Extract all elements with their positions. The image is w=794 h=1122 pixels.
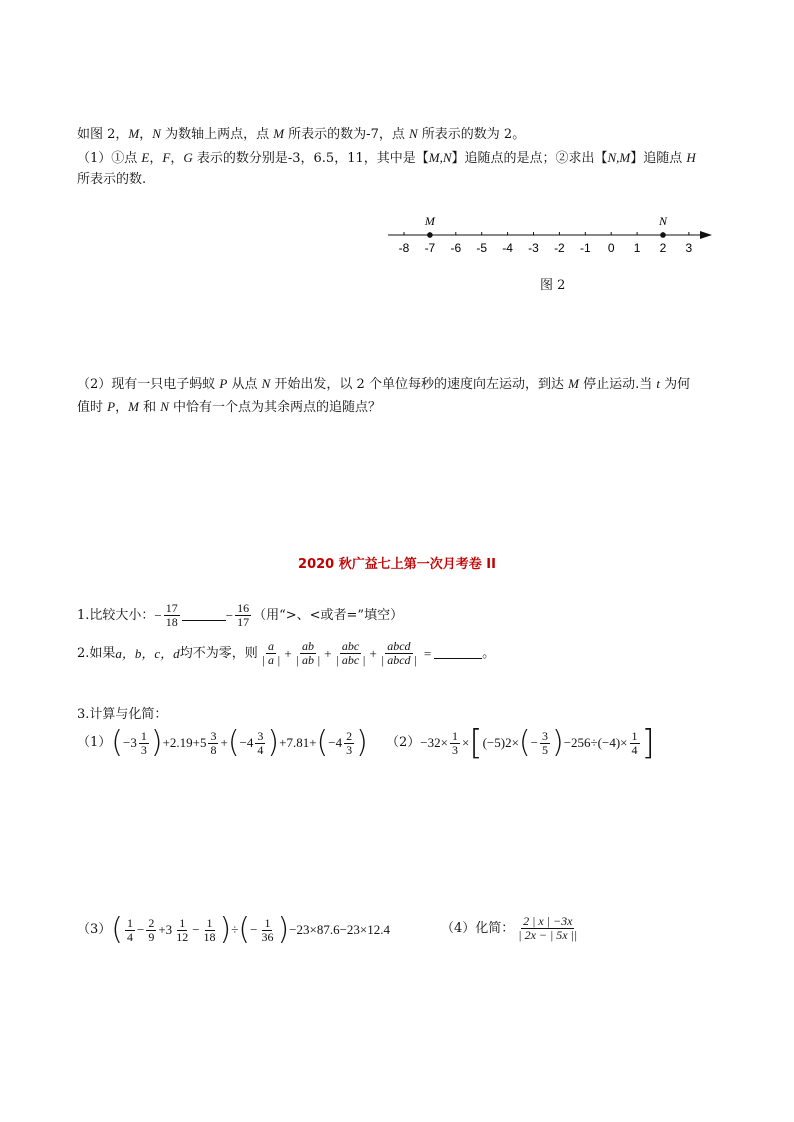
tick-label-group [399,241,693,255]
numerator: abc [341,639,360,653]
minus-sign: − [530,735,538,750]
fraction-ab [294,640,323,667]
fraction [540,730,550,757]
right-paren: ) [356,725,368,760]
text: 如图 2， [77,127,129,142]
denominator: 3 [346,742,353,757]
minus-sign: − [225,607,234,623]
tick-label: -7 [424,241,436,255]
divide-sign: ÷ [231,922,239,937]
text: 中恰有一个点为其余两点的追随点？ [168,400,382,415]
left-paren: ( [316,725,329,760]
denominator: 18 [165,615,178,629]
text: 】追随点的是点；②求出【 [451,151,608,166]
right-paren: ) [267,725,280,760]
plus-sign: + [324,645,332,661]
denominator: 3 [451,742,458,757]
fraction [259,917,275,944]
term: −3 [420,735,435,750]
question-2-line-2 [77,397,381,418]
tick-label: -1 [579,241,591,255]
minus-sign: − [250,922,258,937]
right-paren: ) [551,725,564,760]
fraction [255,730,265,757]
plus-sign: + [284,645,292,661]
problem-3-heading: 3.计算与化简： [77,707,168,722]
point-M-label: M [424,214,435,228]
text: 值时 [77,400,108,415]
pair-NM: N,M [607,150,631,165]
problem-1 [77,602,403,629]
text: ， [139,127,153,142]
numerator: a [268,639,274,653]
fraction [174,917,190,944]
numerator: 2 [346,728,353,743]
fraction [208,730,218,757]
var-N: N [261,376,271,391]
denominator: 5 [541,742,548,757]
text: 和 [138,400,161,415]
text: 开始出发，以 2 个单位每秒的速度向左运动，到达 [270,377,569,392]
denominator: 3 [140,742,147,757]
numerator: 1 [264,915,271,930]
numerator: 2 [148,915,155,930]
var-G: G [183,150,193,165]
answer-blank[interactable] [434,648,482,659]
text: 表示的数分别是-3，6.5，11，其中是【 [192,151,429,166]
exponent: 2 [505,735,512,750]
plus-sign: + [220,735,228,750]
tick-label: -2 [554,241,565,255]
text: 。 [482,645,496,661]
expression-1 [77,725,368,760]
denominator: | a | [261,653,281,667]
numerator: 1 [179,915,186,930]
terms: +7.81+ [279,735,317,750]
label: （1） [77,735,112,750]
denominator: 18 [203,929,216,944]
equals-sign: = [423,645,432,661]
right-paren: ) [219,912,232,947]
text: ， [115,400,129,415]
figure-caption: 图 2 [540,278,566,293]
tick-label: 2 [659,241,667,255]
number-line [380,208,720,268]
question-2-line-1 [77,374,690,395]
fraction [344,730,354,757]
var-M: M [568,376,579,391]
text: 】追随点 [630,151,687,166]
text: ， [170,151,184,166]
numerator: 3 [257,728,264,743]
denominator: | ab | [295,653,321,667]
variables: a，b，c，d [115,645,180,661]
var-P: P [107,399,116,414]
exponent: 2 [434,735,441,750]
denominator: | abcd | [380,653,417,667]
label: （3） [77,922,112,937]
tick-label: -3 [528,241,539,255]
fraction-a [260,640,283,667]
tick-label: 0 [607,241,615,255]
var-N: N [408,126,418,141]
minus-sign: − [192,922,200,937]
numerator: 1 [140,728,147,743]
text: （1）①点 [77,151,142,166]
fraction [125,917,135,944]
text: 所表示的数. [77,172,147,187]
denominator: 4 [631,742,638,757]
pair-MN: M,N [428,150,452,165]
denominator: 4 [257,742,264,757]
text: 为何 [659,377,691,392]
left-bracket: [ [469,723,483,763]
numerator: 1 [127,915,133,930]
minus-sign: − [137,922,145,937]
left-paren: ( [238,912,251,947]
term: +3 [158,922,173,937]
fraction-abcd [379,640,419,667]
right-paren: ) [277,912,290,947]
fraction-simplify [516,915,579,942]
text: （2）现有一只电子蚂蚁 [77,377,220,392]
label: （2） [386,735,421,750]
fraction [146,917,156,944]
var-N: N [152,126,161,141]
integer: −3 [123,735,137,750]
term: (−5) [482,735,506,750]
problem-2 [77,640,495,667]
denominator: 36 [261,929,274,944]
text: 所表示的数为-7，点 [284,127,409,142]
tick-label: -8 [398,241,410,255]
var-M: M [128,399,139,414]
var-F: F [162,150,171,165]
numerator: 3 [541,728,548,743]
left-paren: ( [111,912,123,947]
denominator: 12 [176,929,189,944]
right-bracket: ] [641,723,655,763]
question-1-line-1 [77,148,696,169]
terms: +2.19+5 [162,735,207,750]
numerator: 1 [451,728,458,743]
text: 停止运动.当 [578,377,657,392]
expression-4 [441,915,581,942]
tick-label: -5 [476,241,488,255]
denominator: | 2x − | 5x || [518,928,578,942]
right-paren: ) [150,725,163,760]
text: 1.比较大小： [77,607,155,623]
minus-sign: − [154,607,162,623]
text: 均不为零，则 [179,645,258,661]
integer: −4 [239,735,254,750]
tick-label: -6 [450,241,462,255]
denominator: 8 [210,742,217,757]
fraction-16-17 [235,602,251,629]
left-paren: ( [111,725,123,760]
text: 所表示的数为 2。 [417,127,526,142]
axis-arrow [700,231,712,239]
text: 为数轴上两点，点 [160,127,274,142]
times-sign: × [511,735,519,750]
numerator: abcd [387,639,411,653]
tick-label: -4 [502,241,513,255]
numerator: 3 [210,728,217,743]
var-H: H [686,150,696,165]
fraction [630,730,640,757]
expression-2 [386,723,655,763]
exam-title: 2020 秋广益七上第一次月考卷 II [298,557,496,572]
var-P: P [219,376,228,391]
times-sign: × [440,735,448,750]
label: （4）化简： [441,920,515,936]
var-t: t [656,376,660,391]
numerator: 17 [165,601,178,615]
fraction [450,730,460,757]
left-paren: ( [518,725,531,760]
terms: −23×87.6−23×12.4 [289,922,390,937]
plus-sign: + [369,645,377,661]
text: 从点 [227,377,262,392]
point-M [427,232,433,238]
var-M: M [273,126,285,141]
var-E: E [141,150,150,165]
hint-text: （用“>、<或者=”填空） [253,607,404,623]
tick-label: 1 [633,241,641,255]
var-M: M [128,126,140,141]
fraction [139,730,149,757]
var-N: N [160,399,169,414]
denominator: | abc | [335,653,366,667]
point-N [660,232,666,238]
numerator: 16 [237,601,250,615]
text: ， [149,151,163,166]
point-N-label: N [658,214,668,228]
numerator: 1 [631,728,638,743]
left-paren: ( [227,725,240,760]
numerator: ab [301,639,314,653]
numerator: 2 | x | −3x [523,914,573,928]
fraction-abc [334,640,368,667]
intro-line [77,124,525,145]
denominator: 17 [237,615,250,629]
fraction-17-18 [164,602,180,629]
tick-label: 3 [685,241,693,255]
terms: −256÷(−4)× [563,735,628,750]
integer: −4 [328,735,343,750]
text: 2.如果 [77,645,116,661]
fraction [202,917,218,944]
times-sign: × [461,735,470,750]
answer-blank[interactable] [182,610,226,621]
denominator: 4 [127,929,133,944]
expression-3 [77,912,390,947]
numerator: 1 [206,915,213,930]
denominator: 9 [148,929,155,944]
question-1-line-2 [77,170,146,190]
